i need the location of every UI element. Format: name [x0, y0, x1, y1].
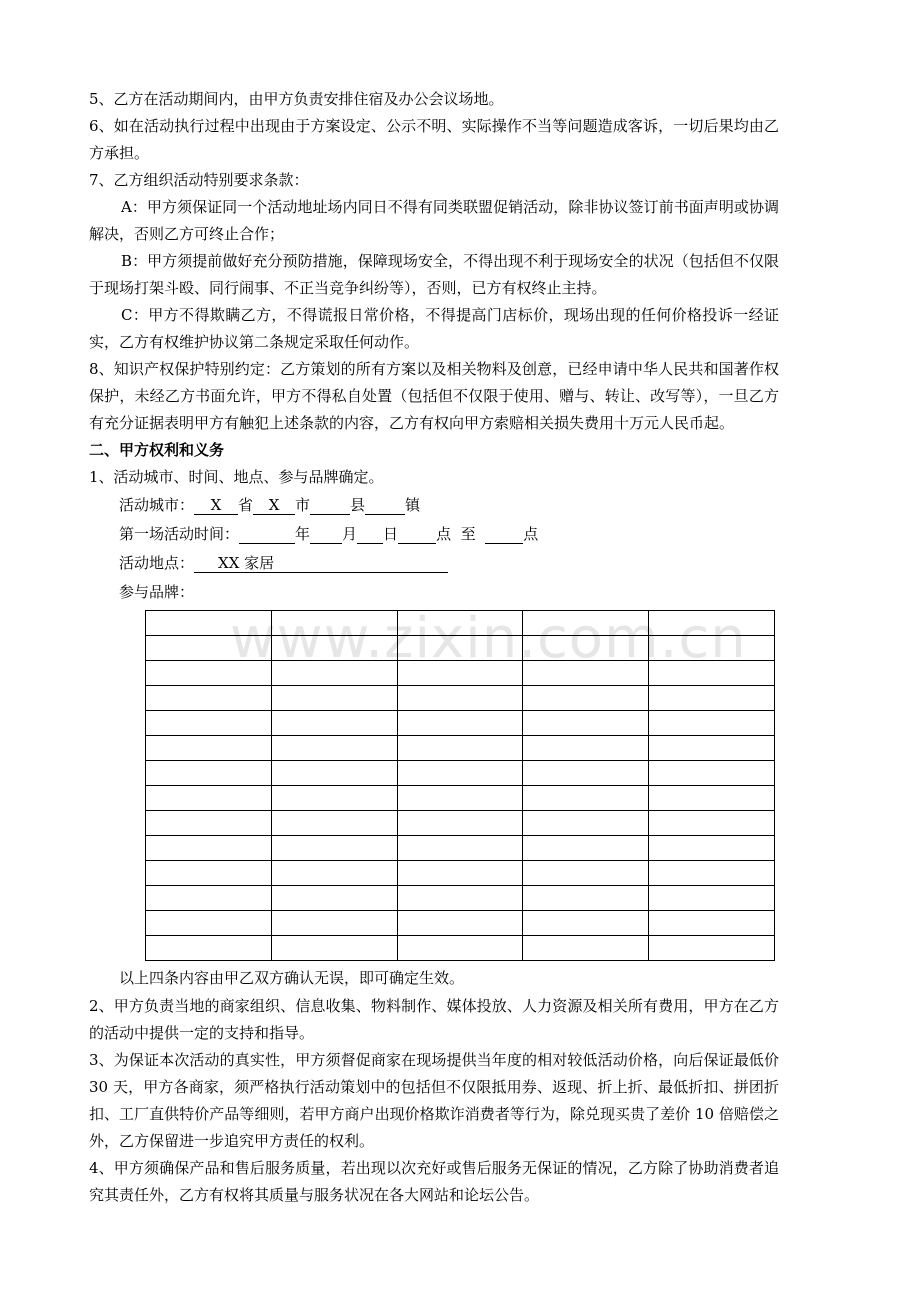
table-row	[146, 761, 775, 786]
table-row	[146, 911, 775, 936]
table-row	[146, 861, 775, 886]
table-row	[146, 636, 775, 661]
table-cell[interactable]	[397, 811, 523, 836]
table-cell[interactable]	[271, 661, 397, 686]
hour2-unit: 点	[523, 525, 539, 543]
table-cell[interactable]	[523, 636, 649, 661]
table-cell[interactable]	[397, 836, 523, 861]
venue-field	[194, 555, 448, 573]
city-field: X	[253, 497, 295, 515]
table-cell[interactable]	[271, 836, 397, 861]
item-1: 1、活动城市、时间、地点、参与品牌确定。	[89, 468, 384, 486]
venue-label: 活动地点：	[119, 554, 195, 572]
year-unit: 年	[295, 525, 311, 543]
table-cell[interactable]	[271, 886, 397, 911]
table-row	[146, 936, 775, 961]
town-field	[365, 497, 405, 515]
table-row	[146, 886, 775, 911]
table-cell[interactable]	[397, 886, 523, 911]
table-cell[interactable]	[271, 636, 397, 661]
table-row	[146, 661, 775, 686]
table-cell[interactable]	[271, 861, 397, 886]
table-cell[interactable]	[146, 886, 272, 911]
month-field	[310, 526, 342, 544]
table-cell[interactable]	[649, 811, 775, 836]
table-cell[interactable]	[271, 711, 397, 736]
table-cell[interactable]	[523, 761, 649, 786]
county-unit: 县	[350, 496, 366, 514]
county-field	[310, 497, 350, 515]
time-label: 第一场活动时间：	[119, 525, 240, 543]
sub-clause-b: B：甲方须提前做好充分预防措施，保障现场安全，不得出现不利于现场安全的状况（包括但不仅限于现场打架斗殴、同行闹事、不正当竞争纠纷等），否则，已方有权终止主持。	[89, 252, 779, 297]
table-cell[interactable]	[523, 811, 649, 836]
table-cell[interactable]	[649, 836, 775, 861]
table-cell[interactable]	[271, 811, 397, 836]
table-cell[interactable]	[146, 936, 272, 961]
table-cell[interactable]	[397, 761, 523, 786]
city-label: 活动城市：	[119, 496, 195, 514]
day-field	[357, 526, 383, 544]
table-cell[interactable]	[146, 686, 272, 711]
table-cell[interactable]	[271, 686, 397, 711]
table-cell[interactable]	[649, 861, 775, 886]
table-cell[interactable]	[397, 686, 523, 711]
table-cell[interactable]	[523, 611, 649, 636]
table-cell[interactable]	[397, 736, 523, 761]
table-cell[interactable]	[649, 711, 775, 736]
sub-clause-a: A：甲方须保证同一个活动地址场内同日不得有同类联盟促销活动，除非协议签订前书面声明或协调解决，否则乙方可终止合作；	[89, 198, 779, 243]
item-4: 4、甲方须确保产品和售后服务质量，若出现以次充好或售后服务无保证的情况，乙方除了协助消费者追究其责任外，乙方有权将其质量与服务状况在各大网站和论坛公告。	[89, 1159, 779, 1204]
to-label: 至	[460, 525, 476, 543]
table-cell[interactable]	[523, 736, 649, 761]
table-cell[interactable]	[649, 786, 775, 811]
province-field: X	[194, 497, 238, 515]
venue-line	[89, 549, 779, 578]
table-cell[interactable]	[523, 836, 649, 861]
table-cell[interactable]	[146, 836, 272, 861]
table-cell[interactable]	[649, 736, 775, 761]
table-cell[interactable]	[523, 936, 649, 961]
table-cell[interactable]	[146, 636, 272, 661]
city-line	[89, 491, 779, 520]
table-cell[interactable]	[146, 811, 272, 836]
year-field	[239, 526, 295, 544]
table-cell[interactable]	[271, 761, 397, 786]
table-cell[interactable]	[523, 711, 649, 736]
table-cell[interactable]	[649, 936, 775, 961]
table-row	[146, 836, 775, 861]
table-cell[interactable]	[649, 761, 775, 786]
item-2: 2、甲方负责当地的商家组织、信息收集、物料制作、媒体投放、人力资源及相关所有费用，甲方在乙方的活动中提供一定的支持和指导。	[89, 997, 779, 1042]
sub-clause-c: C：甲方不得欺瞒乙方，不得谎报日常价格，不得提高门店标价，现场出现的任何价格投诉一经证实，乙方有权维护协议第二条规定采取任何动作。	[89, 306, 779, 351]
table-row	[146, 811, 775, 836]
table-cell[interactable]	[146, 736, 272, 761]
section-two-title: 二、甲方权利和义务	[89, 441, 225, 459]
table-cell[interactable]	[523, 911, 649, 936]
table-cell[interactable]	[649, 636, 775, 661]
table-cell[interactable]	[649, 911, 775, 936]
clause-6: 6、如在活动执行过程中出现由于方案设定、公示不明、实际操作不当等问题造成客诉，一切后果均由乙方承担。	[89, 117, 779, 162]
table-cell[interactable]	[523, 861, 649, 886]
city-unit: 市	[295, 496, 311, 514]
table-cell[interactable]	[649, 886, 775, 911]
venue-value: XX 家居	[218, 554, 275, 572]
table-cell[interactable]	[271, 736, 397, 761]
table-cell[interactable]	[397, 661, 523, 686]
table-cell[interactable]	[146, 786, 272, 811]
table-cell[interactable]	[146, 611, 272, 636]
table-row	[146, 786, 775, 811]
table-row	[146, 736, 775, 761]
table-cell[interactable]	[397, 911, 523, 936]
brands-table	[145, 610, 775, 961]
table-cell[interactable]	[146, 711, 272, 736]
table-cell[interactable]	[397, 786, 523, 811]
table-cell[interactable]	[271, 911, 397, 936]
hour-field	[398, 526, 436, 544]
confirm-note: 以上四条内容由甲乙双方确认无误，即可确定生效。	[119, 969, 465, 987]
clause-8: 8、知识产权保护特别约定：乙方策划的所有方案以及相关物料及创意，已经申请中华人民共和国著作权保护，未经乙方书面允许，甲方不得私自处置（包括但不仅限于使用、赠与、转让、改写等），一旦乙方有充分证据表明甲方有触犯上述条款的内容，乙方有权向甲方索赔相关损失费用十万元人民币起。	[89, 360, 779, 432]
table-cell[interactable]	[397, 936, 523, 961]
hour-unit: 点	[436, 525, 452, 543]
table-cell[interactable]	[523, 886, 649, 911]
table-cell[interactable]	[523, 661, 649, 686]
table-cell[interactable]	[271, 936, 397, 961]
province-unit: 省	[238, 496, 254, 514]
table-cell[interactable]	[649, 686, 775, 711]
table-cell[interactable]	[146, 661, 272, 686]
clause-7: 7、乙方组织活动特别要求条款：	[89, 171, 309, 189]
item-3: 3、为保证本次活动的真实性，甲方须督促商家在现场提供当年度的相对较低活动价格，向后保证最低价 30 天，甲方各商家，须严格执行活动策划中的包括但不仅限抵用券、返现、折上折、最低折扣、拼团折扣、工厂直供特价产品等细则，若甲方商户出现价格欺诈消费者等行为，除兑现买贵了差价 10 倍赔偿之外，乙方保留进一步追究甲方责任的权利。	[89, 1051, 779, 1150]
time-line	[89, 520, 779, 549]
table-cell[interactable]	[649, 611, 775, 636]
table-cell[interactable]	[397, 711, 523, 736]
table-row	[146, 686, 775, 711]
watermark-text: www.zixin.com.cn	[230, 606, 747, 671]
table-cell[interactable]	[523, 686, 649, 711]
table-cell[interactable]	[271, 786, 397, 811]
table-cell[interactable]	[523, 786, 649, 811]
table-cell[interactable]	[397, 636, 523, 661]
document-page	[89, 86, 779, 1209]
brands-label: 参与品牌：	[119, 583, 195, 601]
town-unit: 镇	[405, 496, 421, 514]
table-cell[interactable]	[397, 611, 523, 636]
table-cell[interactable]	[146, 911, 272, 936]
table-cell[interactable]	[146, 761, 272, 786]
day-unit: 日	[383, 525, 399, 543]
table-row	[146, 611, 775, 636]
table-cell[interactable]	[146, 861, 272, 886]
hour2-field	[485, 526, 523, 544]
month-unit: 月	[342, 525, 358, 543]
table-cell[interactable]	[397, 861, 523, 886]
table-cell[interactable]	[649, 661, 775, 686]
brands-table-wrap	[145, 610, 779, 961]
clause-5: 5、乙方在活动期间内，由甲方负责安排住宿及办公会议场地。	[89, 90, 504, 108]
table-cell[interactable]	[271, 611, 397, 636]
table-row	[146, 711, 775, 736]
